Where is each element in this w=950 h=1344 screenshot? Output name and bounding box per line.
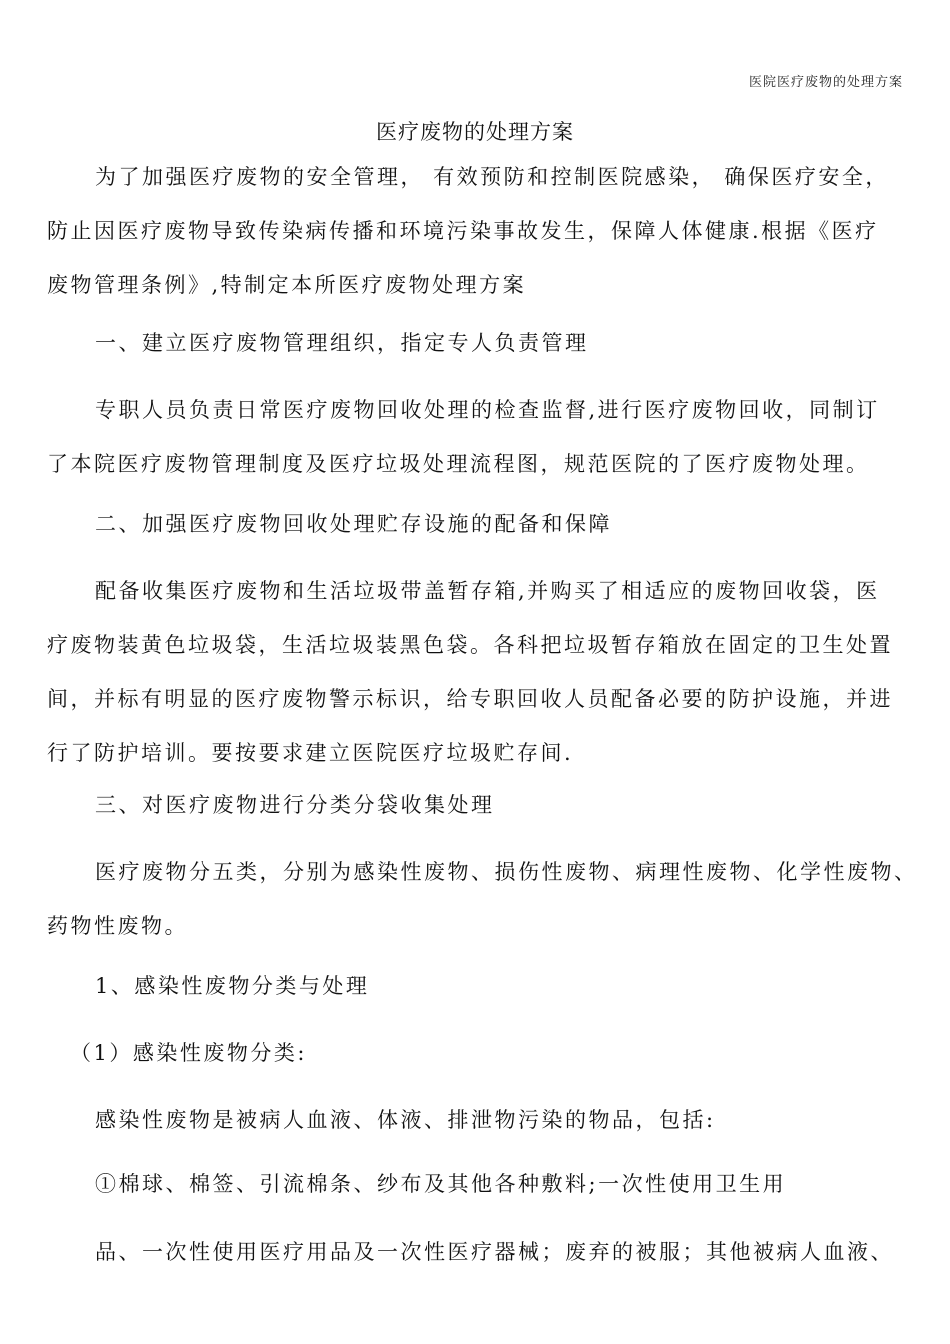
text-line: 医疗废物分五类，分别为感染性废物、损伤性废物、病理性废物、化学性废物、: [95, 860, 918, 884]
section-3-heading: [47, 778, 905, 832]
subsection-1-heading: [47, 959, 905, 1013]
text-line: 行了防护培训。要按要求建立医院医疗垃圾贮存间.: [47, 741, 574, 765]
section-1-heading: [47, 316, 905, 370]
text-line: 了本院医疗废物管理制度及医疗垃圾处理流程图，规范医院的了医疗废物处理。: [47, 452, 870, 476]
text-line: 废物管理条例》,特制定本所医疗废物处理方案: [47, 273, 527, 297]
text-line: 药物性废物。: [47, 914, 188, 938]
text-line: 一、建立医疗废物管理组织，指定专人负责管理: [95, 331, 589, 355]
text-line: 配备收集医疗废物和生活垃圾带盖暂存箱,并购买了相适应的废物回收袋，医: [95, 579, 880, 603]
text-line: 二、加强医疗废物回收处理贮存设施的配备和保障: [95, 512, 612, 536]
text-line: 1、感染性废物分类与处理: [95, 974, 370, 998]
section-2-heading: [47, 497, 905, 551]
text-line: 间，并标有明显的医疗废物警示标识，给专职回收人员配备必要的防护设施，并进: [47, 687, 893, 711]
subsection-1-item-heading: [70, 1026, 928, 1080]
section-3-body: [47, 845, 918, 953]
text-line: 防止因医疗废物导致传染病传播和环境污染事故发生，保障人体健康.根据《医疗: [47, 219, 879, 243]
text-line: （1）感染性废物分类:: [70, 1041, 307, 1065]
text-line: 疗废物装黄色垃圾袋，生活垃圾装黑色袋。各科把垃圾暂存箱放在固定的卫生处置: [47, 633, 893, 657]
text-line: 专职人员负责日常医疗废物回收处理的检查监督,进行医疗废物回收，同制订: [95, 398, 880, 422]
subsection-1-list-line-1: [47, 1157, 905, 1211]
text-line: ①棉球、棉签、引流棉条、纱布及其他各种敷料;一次性使用卫生用: [95, 1172, 787, 1196]
text-line: 为了加强医疗废物的安全管理， 有效预防和控制医院感染， 确保医疗安全，: [95, 165, 889, 189]
page-header-note: 医院医疗废物的处理方案: [748, 75, 903, 90]
subsection-1-list-line-2: [47, 1225, 905, 1279]
text-line: 品、一次性使用医疗用品及一次性医疗器械；废弃的被服；其他被病人血液、: [95, 1240, 894, 1264]
document-title: 医疗废物的处理方案: [376, 120, 574, 144]
text-line: 感染性废物是被病人血液、体液、排泄物污染的物品，包括:: [95, 1108, 716, 1132]
subsection-1-description: [47, 1093, 905, 1147]
text-line: 三、对医疗废物进行分类分袋收集处理: [95, 793, 495, 817]
section-1-body: [47, 383, 905, 491]
intro-paragraph: [47, 150, 905, 312]
section-2-body: [47, 564, 905, 780]
